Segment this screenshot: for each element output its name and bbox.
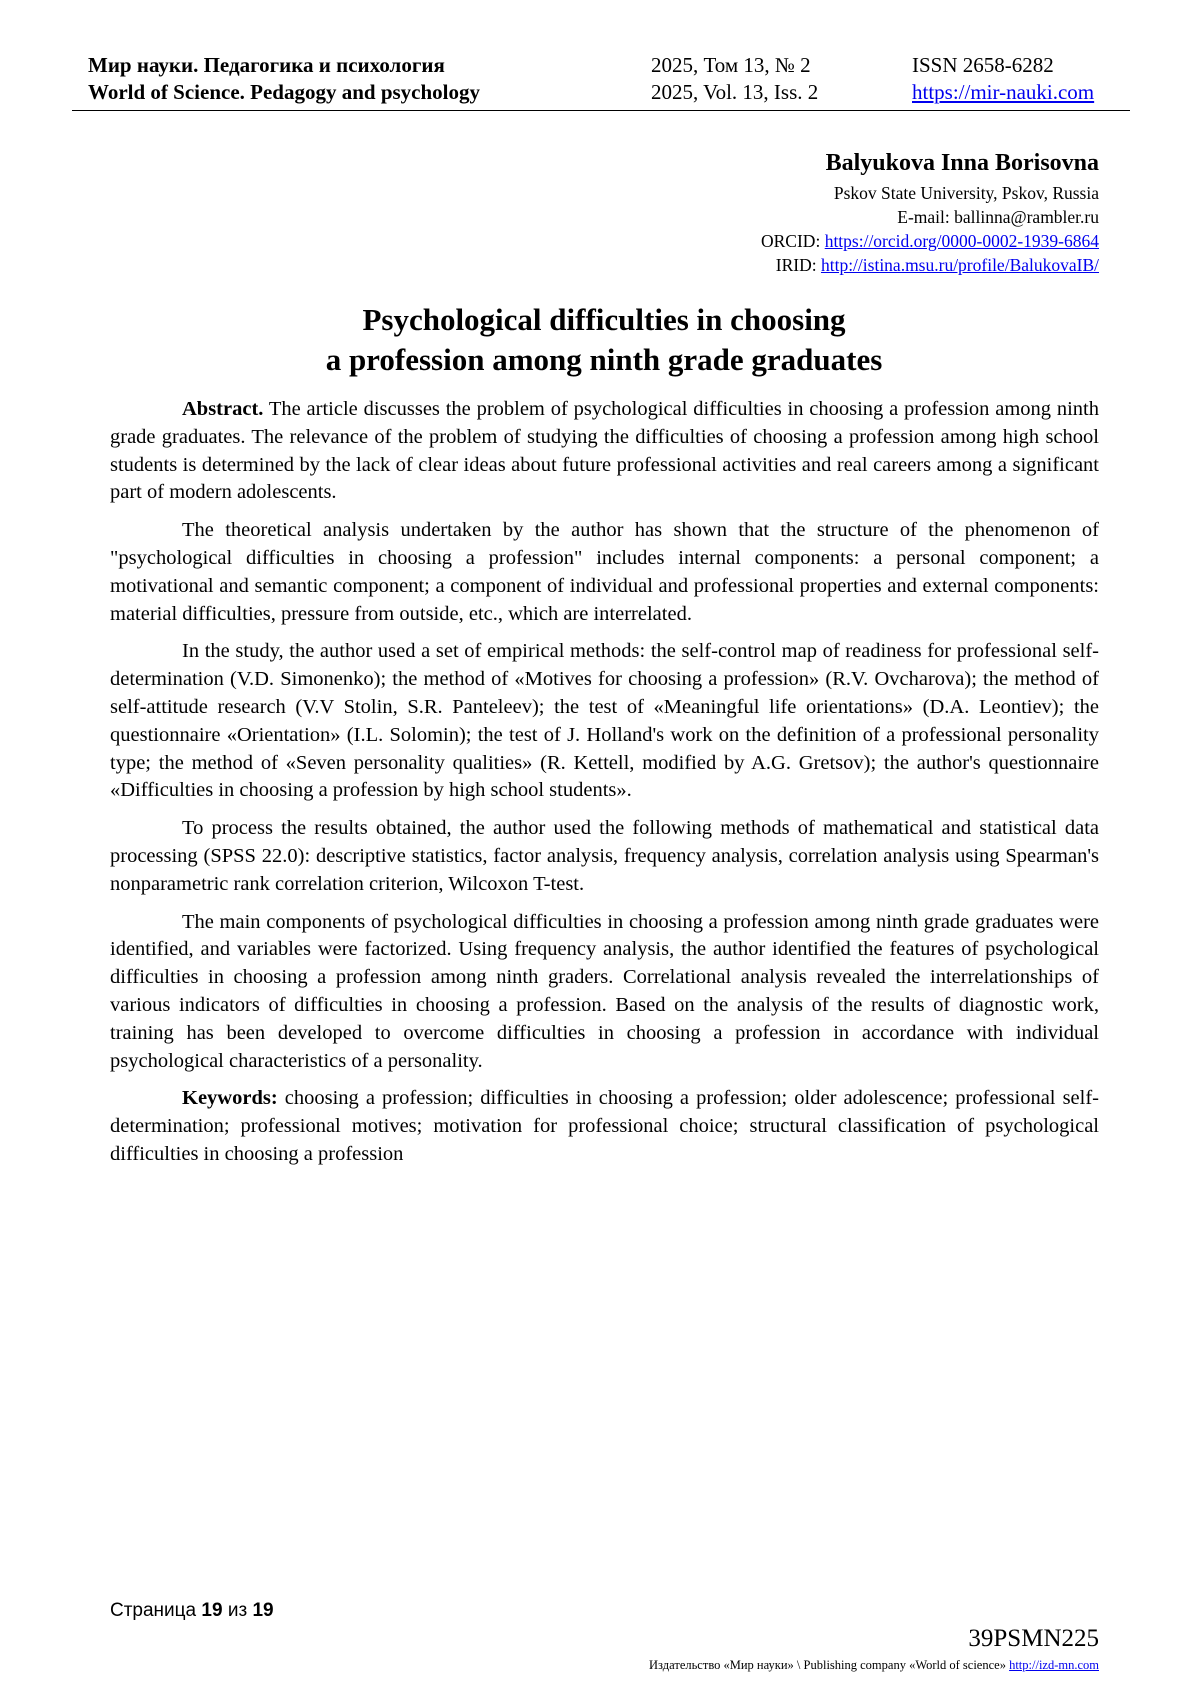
abstract-paragraph: To process the results obtained, the author used the following methods of mathematical and statistical data processing (SPSS 22.0): descriptive statistics, factor analysis, frequency analysis, correlation analysis using Spearman's nonparametric rank correlation criterion, Wilcoxon T-test. [110,817,1099,895]
header-row-russian [72,52,1130,78]
page-total: 19 [252,1600,274,1621]
publisher-link[interactable]: http://izd-mn.com [1009,1658,1099,1672]
page-number [110,1600,274,1622]
irid-label: IRID: [775,255,817,275]
title-line-2: a profession among ninth grade graduates [325,342,883,377]
article-code: 39PSMN225 [968,1625,1099,1652]
journal-title-en: World of Science. Pedagogy and psychology [88,80,481,104]
author-orcid [761,229,1099,253]
orcid-label: ORCID: [761,231,821,251]
keywords-text: choosing a profession; difficulties in choosing a profession; older adolescence; professional self-determination; professional motives; motivation for professional choice; structural classification of psychological difficulties in choosing a profession [110,1087,1100,1165]
abstract-paragraph: In the study, the author used a set of empirical methods: the self-control map of readiness for professional self-determination (V.D. Simonenko); the method of «Motives for choosing a profession» (R.V. Ovcharova); the method of self-attitude research (V.V Stolin, S.R. Panteleev); the test of «Meaningful life orientations» (D.A. Leontiev); the questionnaire «Orientation» (I.L. Solomin); the test of J. Holland's work on the definition of a professional personality type; the method of «Seven personality qualities» (R. Kettell, modified by A.G. Gretsov); the author's questionnaire «Difficulties in choosing a profession by high school students». [110,640,1099,802]
abstract-text-1: The article discusses the problem of psychological difficulties in choosing a profession among ninth grade graduates. The relevance of the problem of studying the difficulties of choosing a profession among high school students is determined by the lack of clear ideas about future professional activities and real careers among a significant part of modern adolescents. [110,398,1099,504]
volume-en: 2025, Vol. 13, Iss. 2 [651,80,819,104]
abstract-paragraph [110,396,1099,507]
author-block [761,148,1099,277]
issn: ISSN 2658-6282 [912,53,1054,77]
publisher-text: Издательство «Мир науки» \ Publishing company «World of science» [649,1658,1006,1672]
article-title [110,300,1098,380]
volume-ru: 2025, Том 13, № 2 [651,53,811,77]
abstract-paragraph: The main components of psychological difficulties in choosing a profession among ninth grade graduates were identified, and variables were factorized. Using frequency analysis, the author identified the features of psychological difficulties in choosing a profession among ninth graders. Correlational analysis revealed the interrelationships of various indicators of difficulties in choosing a profession. Based on the analysis of the results of diagnostic work, training has been developed to overcome difficulties in choosing a profession in accordance with individual psychological characteristics of a personality. [110,910,1099,1072]
orcid-link[interactable]: https://orcid.org/0000-0002-1939-6864 [824,231,1099,251]
article-body [110,396,1099,1179]
header-row-english [72,79,1130,105]
journal-header [72,52,1130,111]
author-email: E-mail: ballinna@rambler.ru [897,207,1099,227]
page-current: 19 [201,1600,223,1621]
publisher-line [649,1658,1099,1673]
keywords-label: Keywords: [182,1087,278,1110]
abstract-paragraph: The theoretical analysis undertaken by the author has shown that the structure of the phenomenon of "psychological difficulties in choosing a profession" includes internal components: a personal component; a motivational and semantic component; a component of individual and professional properties and external components: material difficulties, pressure from outside, etc., which are interrelated. [110,519,1099,625]
author-irid [761,253,1099,277]
title-line-1: Psychological difficulties in choosing [362,302,846,337]
author-affiliation: Pskov State University, Pskov, Russia [833,183,1099,203]
author-name: Balyukova Inna Borisovna [825,150,1099,176]
page-prefix: Страница [110,1600,197,1621]
journal-title-ru: Мир науки. Педагогика и психология [88,53,445,77]
page-sep: из [227,1600,248,1621]
keywords-paragraph [110,1085,1099,1168]
abstract-label: Abstract. [182,398,264,420]
journal-site-link[interactable]: https://mir-nauki.com [912,80,1095,104]
irid-link[interactable]: http://istina.msu.ru/profile/BalukovaIB/ [820,255,1099,275]
